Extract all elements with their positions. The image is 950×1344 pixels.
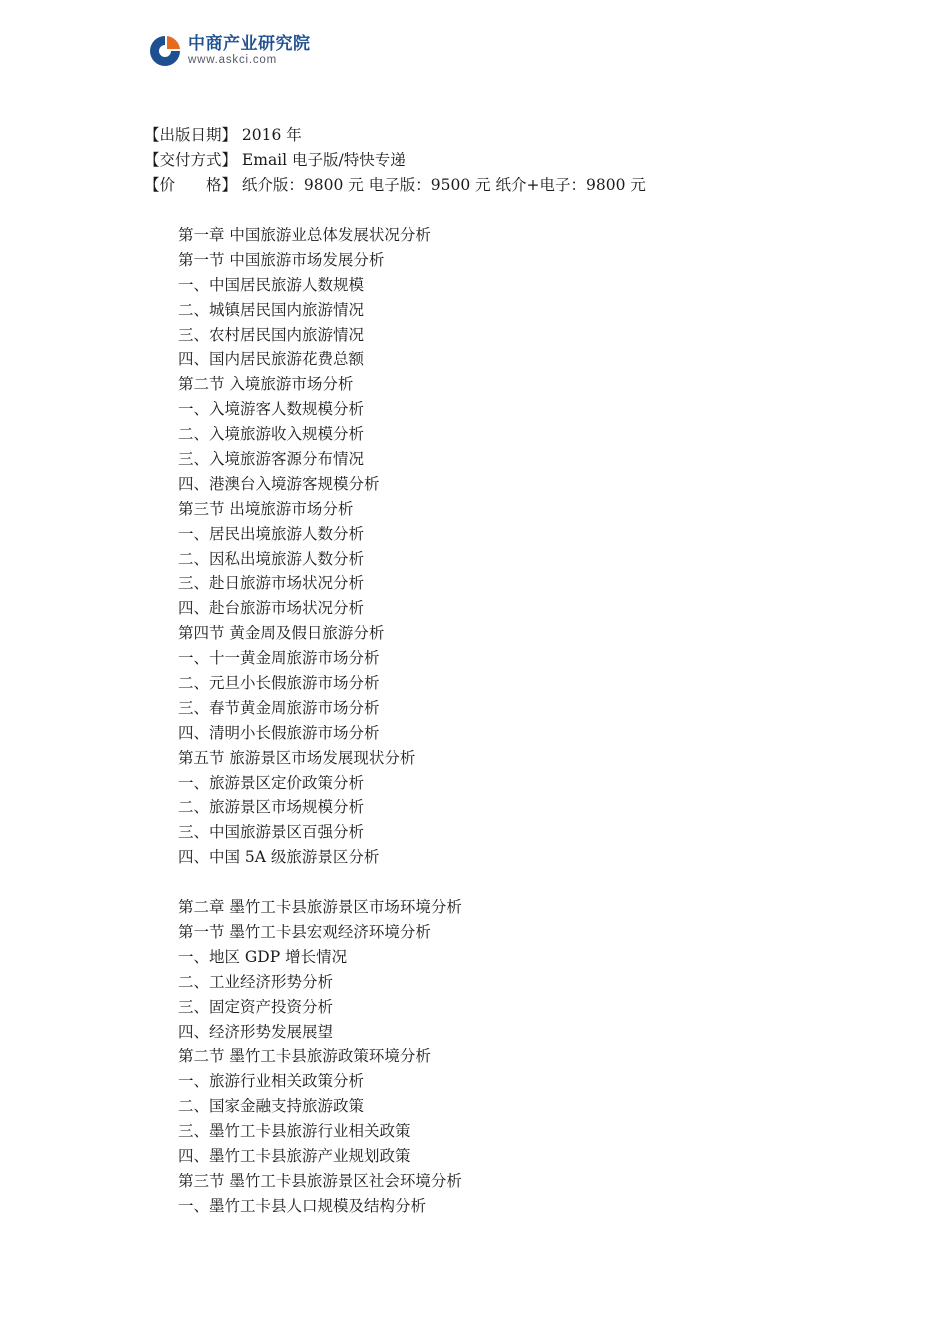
toc-section: 第一节 中国旅游市场发展分析 [178, 250, 385, 269]
toc-item: 四、赴台旅游市场状况分析 [178, 599, 365, 618]
chapter-spacer [178, 870, 462, 895]
toc-item: 三、墨竹工卡县旅游行业相关政策 [178, 1122, 411, 1141]
toc-chapter-1 [178, 223, 462, 870]
toc-item: 一、墨竹工卡县人口规模及结构分析 [178, 1196, 427, 1215]
toc-section: 第五节 旅游景区市场发展现状分析 [178, 748, 416, 767]
toc-chapter-title: 第一章 中国旅游业总体发展状况分析 [178, 226, 431, 244]
toc-item: 三、入境旅游客源分布情况 [178, 450, 365, 469]
price-line: 【价 格】 纸介版：9800 元 电子版：9500 元 纸介+电子：9800 元 [144, 175, 646, 194]
delivery-method-line: 【交付方式】 Email 电子版/特快专递 [144, 150, 406, 169]
toc-item: 二、元旦小长假旅游市场分析 [178, 674, 380, 693]
toc-section: 第三节 墨竹工卡县旅游景区社会环境分析 [178, 1171, 462, 1190]
toc-item: 一、地区 GDP 增长情况 [178, 947, 348, 966]
toc-section: 第四节 黄金周及假日旅游分析 [178, 624, 385, 643]
toc-section: 第二节 入境旅游市场分析 [178, 375, 354, 394]
toc-item: 三、中国旅游景区百强分析 [178, 823, 365, 842]
toc-item: 二、入境旅游收入规模分析 [178, 425, 365, 444]
toc-item: 二、工业经济形势分析 [178, 972, 334, 991]
toc-item: 四、墨竹工卡县旅游产业规划政策 [178, 1146, 411, 1165]
toc-item: 二、旅游景区市场规模分析 [178, 798, 365, 817]
toc-section: 第一节 墨竹工卡县宏观经济环境分析 [178, 922, 431, 941]
toc-item: 一、十一黄金周旅游市场分析 [178, 649, 380, 668]
logo-company-name: 中商产业研究院 [188, 34, 311, 54]
publication-info [144, 123, 646, 198]
toc-item: 三、农村居民国内旅游情况 [178, 325, 365, 344]
toc-chapter-2 [178, 895, 462, 1219]
toc-item: 四、港澳台入境游客规模分析 [178, 474, 380, 493]
askci-logo-icon [148, 34, 182, 68]
toc-item: 二、国家金融支持旅游政策 [178, 1097, 365, 1116]
toc-item: 二、城镇居民国内旅游情况 [178, 300, 365, 319]
logo-website-url: www.askci.com [188, 54, 277, 66]
toc-item: 三、春节黄金周旅游市场分析 [178, 698, 380, 717]
toc-section: 第三节 出境旅游市场分析 [178, 499, 354, 518]
toc-item: 二、因私出境旅游人数分析 [178, 549, 365, 568]
toc-item: 一、入境游客人数规模分析 [178, 400, 365, 419]
toc-item: 三、赴日旅游市场状况分析 [178, 574, 365, 593]
toc-chapter-title: 第二章 墨竹工卡县旅游景区市场环境分析 [178, 898, 462, 917]
toc-item: 一、旅游景区定价政策分析 [178, 773, 365, 792]
toc-item: 一、中国居民旅游人数规模 [178, 275, 365, 294]
toc-item: 一、旅游行业相关政策分析 [178, 1072, 365, 1091]
toc-item: 四、经济形势发展展望 [178, 1022, 334, 1041]
toc-item: 四、清明小长假旅游市场分析 [178, 723, 380, 742]
toc-item: 一、居民出境旅游人数分析 [178, 524, 365, 543]
toc-item: 四、国内居民旅游花费总额 [178, 350, 365, 369]
toc-item: 三、固定资产投资分析 [178, 997, 334, 1016]
table-of-contents [178, 223, 462, 1219]
company-logo [148, 32, 311, 70]
toc-section: 第二节 墨竹工卡县旅游政策环境分析 [178, 1047, 431, 1066]
publish-date-line: 【出版日期】 2016 年 [144, 126, 302, 144]
toc-item: 四、中国 5A 级旅游景区分析 [178, 848, 380, 867]
